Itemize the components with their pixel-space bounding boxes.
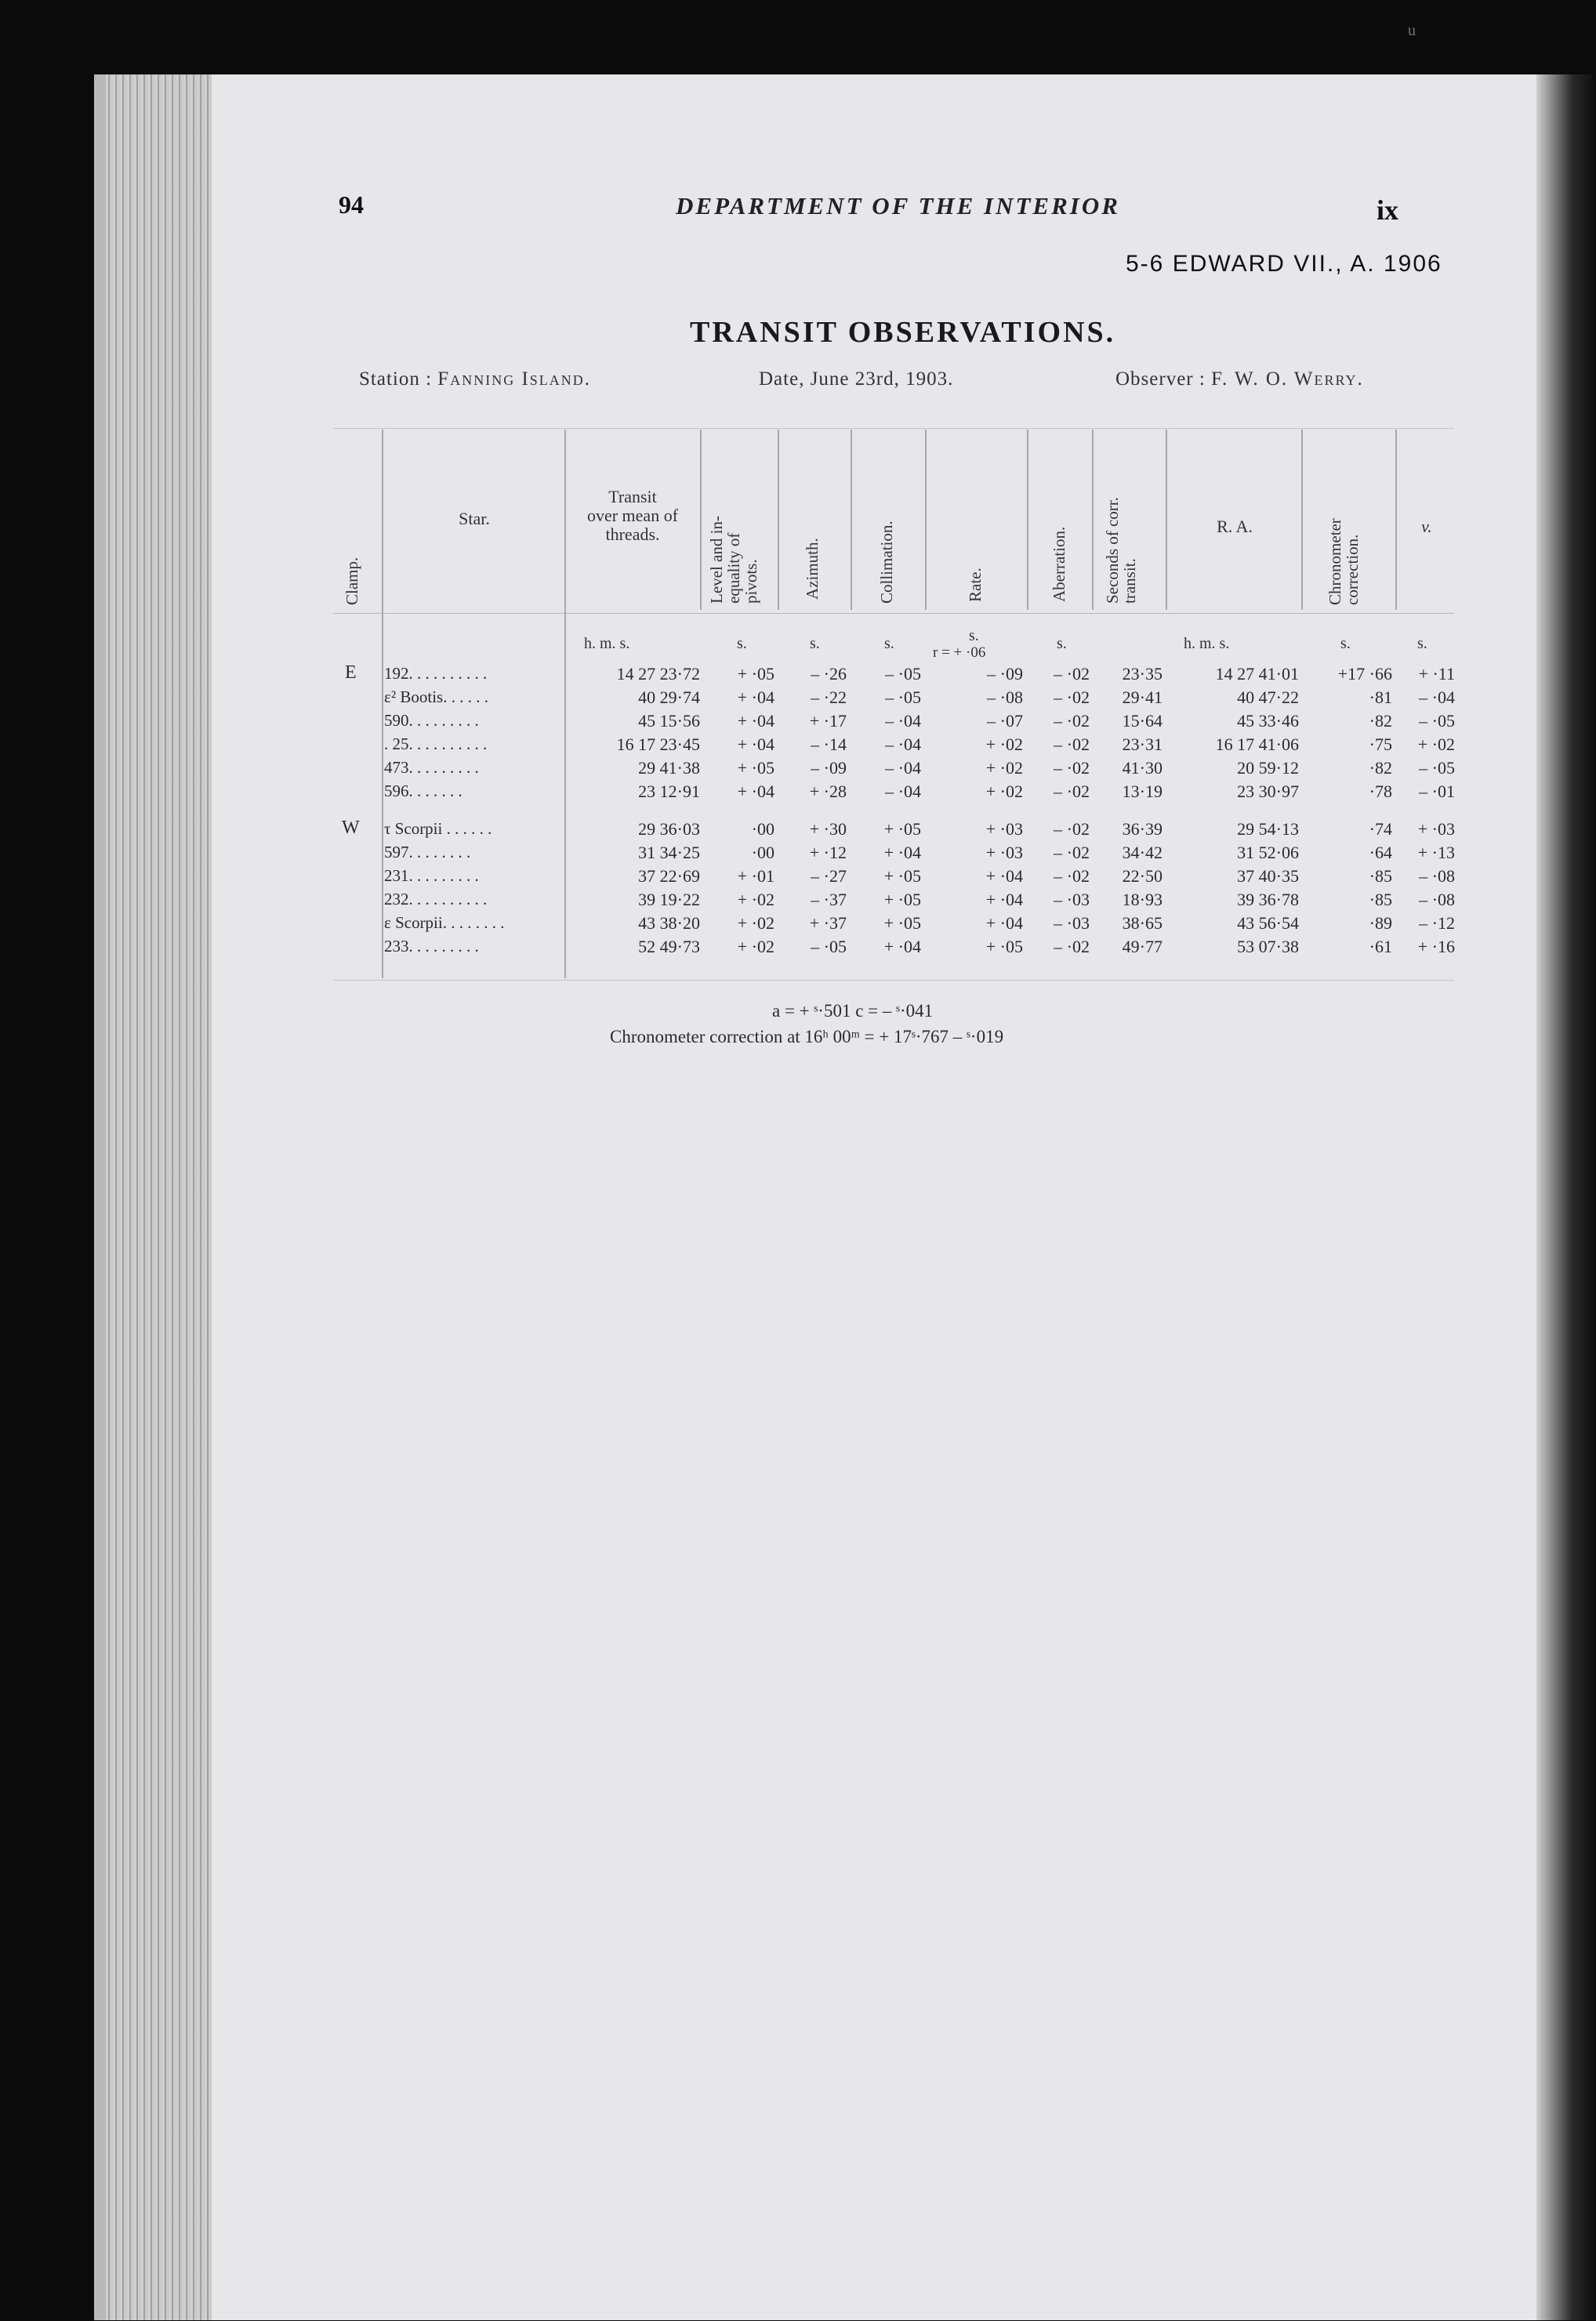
- table-top-rule: [333, 428, 1454, 429]
- table-cell-rate: + ·02: [985, 734, 1023, 755]
- table-cell-collimation: + ·04: [883, 937, 921, 957]
- table-cell-azimuth: – ·09: [811, 758, 847, 778]
- table-cell-transit: 16 17 23·45: [616, 734, 700, 755]
- table-cell-collimation: + ·05: [883, 913, 921, 934]
- page-number: 94: [339, 190, 364, 219]
- book-page-edge-lines: [106, 74, 216, 2320]
- table-cell-aberration: – ·02: [1054, 843, 1090, 863]
- table-cell-seconds: 38·65: [1122, 913, 1163, 934]
- header-v: v.: [1421, 517, 1432, 536]
- table-cell-transit: 39 19·22: [638, 890, 700, 910]
- station-label: Station :: [359, 368, 433, 390]
- header-level: [708, 516, 760, 604]
- table-cell-rate: + ·03: [985, 819, 1023, 839]
- table-cell-star: 597. . . . . . . .: [384, 843, 471, 862]
- table-cell-v: + ·16: [1417, 937, 1455, 957]
- header-chronometer-line: correction.: [1343, 534, 1362, 605]
- header-bottom-rule: [333, 613, 1454, 614]
- table-cell-v: + ·02: [1417, 734, 1455, 755]
- corner-mark: u: [1408, 22, 1416, 39]
- table-cell-chron: ·78: [1369, 782, 1392, 802]
- header-ra: R. A.: [1217, 517, 1253, 536]
- table-cell-chron: ·75: [1369, 734, 1392, 755]
- table-cell-v: – ·05: [1419, 711, 1455, 731]
- table-cell-azimuth: + ·28: [809, 782, 847, 802]
- col-divider: [1301, 430, 1303, 610]
- header-transit: [566, 488, 699, 545]
- table-cell-rate: + ·04: [985, 913, 1023, 934]
- table-cell-level: + ·04: [737, 687, 774, 708]
- table-cell-azimuth: – ·37: [811, 890, 847, 910]
- table-cell-azimuth: + ·12: [809, 843, 847, 863]
- table-cell-star: 231. . . . . . . . .: [384, 866, 479, 886]
- unit-v: s.: [1417, 635, 1427, 652]
- instrument-constants: a = + ˢ·501 c = – ˢ·041: [772, 1001, 934, 1021]
- header-azimuth: Azimuth.: [803, 538, 822, 600]
- header-star: Star.: [459, 509, 490, 528]
- running-head: DEPARTMENT OF THE INTERIOR: [676, 192, 1120, 219]
- table-cell-azimuth: + ·37: [809, 913, 847, 934]
- table-cell-ra: 14 27 41·01: [1215, 664, 1299, 684]
- header-clamp: Clamp.: [343, 557, 361, 605]
- header-level-line: pivots.: [742, 559, 761, 604]
- table-cell-seconds: 22·50: [1122, 866, 1163, 887]
- table-cell-rate: + ·02: [985, 782, 1023, 802]
- table-cell-aberration: – ·03: [1054, 913, 1090, 934]
- table-cell-chron: ·82: [1369, 758, 1392, 778]
- table-cell-seconds: 34·42: [1122, 843, 1163, 863]
- table-cell-rate: + ·03: [985, 843, 1023, 863]
- table-cell-star: 232. . . . . . . . . .: [384, 890, 488, 909]
- table-cell-chron: ·85: [1369, 890, 1392, 910]
- table-cell-v: + ·13: [1417, 843, 1455, 863]
- table-cell-rate: – ·09: [987, 664, 1023, 684]
- table-cell-seconds: 49·77: [1122, 937, 1163, 957]
- table-cell-chron: ·82: [1369, 711, 1392, 731]
- unit-rate: s.: [969, 627, 979, 644]
- table-cell-aberration: – ·02: [1054, 758, 1090, 778]
- header-level-line: Level and in-: [707, 516, 726, 604]
- header-chronometer: [1326, 518, 1361, 605]
- table-cell-v: – ·08: [1419, 866, 1455, 887]
- header-level-line: equality of: [724, 532, 744, 604]
- table-cell-v: – ·05: [1419, 758, 1455, 778]
- chronometer-correction: Chronometer correction at 16ʰ 00ᵐ = + 17ˢ·767 – ˢ·019: [610, 1027, 1004, 1046]
- table-cell-transit: 52 49·73: [638, 937, 700, 957]
- table-cell-chron: ·89: [1369, 913, 1392, 934]
- observer-line: [1115, 368, 1364, 390]
- table-cell-azimuth: + ·30: [809, 819, 847, 839]
- table-cell-transit: 29 41·38: [638, 758, 700, 778]
- table-cell-seconds: 41·30: [1122, 758, 1163, 778]
- section-number: ix: [1377, 194, 1399, 226]
- table-cell-level: + ·04: [737, 782, 774, 802]
- clamp-east: E: [345, 662, 357, 683]
- table-cell-level: ·00: [751, 843, 774, 863]
- table-cell-level: + ·04: [737, 734, 774, 755]
- table-cell-azimuth: – ·27: [811, 866, 847, 887]
- unit-chronometer: s.: [1340, 635, 1351, 652]
- table-cell-seconds: 15·64: [1122, 711, 1163, 731]
- table-cell-seconds: 36·39: [1122, 819, 1163, 839]
- table-cell-rate: – ·07: [987, 711, 1023, 731]
- table-cell-rate: – ·08: [987, 687, 1023, 708]
- table-cell-star: ε Scorpii. . . . . . . .: [384, 913, 505, 933]
- header-seconds-line: transit.: [1120, 558, 1140, 604]
- table-cell-star: 596. . . . . . .: [384, 782, 462, 801]
- table-cell-transit: 31 34·25: [638, 843, 700, 863]
- table-cell-collimation: – ·04: [885, 758, 921, 778]
- table-cell-azimuth: – ·05: [811, 937, 847, 957]
- session-label: 5-6 EDWARD VII., A. 1906: [1126, 251, 1442, 277]
- table-cell-ra: 16 17 41·06: [1215, 734, 1299, 755]
- table-cell-seconds: 23·31: [1122, 734, 1163, 755]
- col-divider: [382, 430, 383, 978]
- table-cell-ra: 31 52·06: [1237, 843, 1299, 863]
- table-cell-azimuth: – ·22: [811, 687, 847, 708]
- table-cell-collimation: – ·04: [885, 711, 921, 731]
- header-aberration: Aberration.: [1050, 526, 1068, 602]
- col-divider: [1027, 430, 1028, 610]
- table-cell-aberration: – ·02: [1054, 866, 1090, 887]
- observer-label: Observer :: [1115, 368, 1206, 390]
- table-cell-transit: 23 12·91: [638, 782, 700, 802]
- table-cell-ra: 37 40·35: [1237, 866, 1299, 887]
- header-transit-line: threads.: [605, 524, 660, 545]
- col-divider: [778, 430, 779, 610]
- table-cell-level: + ·05: [737, 664, 774, 684]
- date-line: Date, June 23rd, 1903.: [759, 368, 954, 390]
- table-cell-collimation: + ·05: [883, 819, 921, 839]
- table-cell-level: + ·02: [737, 890, 774, 910]
- unit-transit: h. m. s.: [584, 635, 630, 652]
- table-cell-rate: + ·05: [985, 937, 1023, 957]
- table-cell-collimation: + ·05: [883, 866, 921, 887]
- table-cell-aberration: – ·02: [1054, 711, 1090, 731]
- table-cell-aberration: – ·02: [1054, 937, 1090, 957]
- col-divider: [925, 430, 927, 610]
- table-cell-aberration: – ·02: [1054, 687, 1090, 708]
- unit-rate-r: r = + ·06: [933, 644, 986, 661]
- document-page: [212, 74, 1552, 2320]
- table-cell-azimuth: – ·14: [811, 734, 847, 755]
- table-cell-ra: 29 54·13: [1237, 819, 1299, 839]
- table-cell-aberration: – ·02: [1054, 664, 1090, 684]
- table-cell-star: 233. . . . . . . . .: [384, 937, 479, 956]
- col-divider: [1092, 430, 1094, 610]
- table-cell-level: + ·02: [737, 937, 774, 957]
- table-cell-chron: ·74: [1369, 819, 1392, 839]
- table-cell-transit: 40 29·74: [638, 687, 700, 708]
- table-cell-level: + ·01: [737, 866, 774, 887]
- table-cell-star: 473. . . . . . . . .: [384, 758, 479, 778]
- table-cell-ra: 23 30·97: [1237, 782, 1299, 802]
- table-cell-aberration: – ·02: [1054, 734, 1090, 755]
- table-cell-v: + ·11: [1418, 664, 1455, 684]
- table-cell-chron: ·61: [1369, 937, 1392, 957]
- table-cell-ra: 43 56·54: [1237, 913, 1299, 934]
- table-cell-aberration: – ·03: [1054, 890, 1090, 910]
- table-cell-seconds: 23·35: [1122, 664, 1163, 684]
- table-cell-star: ε² Bootis. . . . . .: [384, 687, 488, 707]
- table-cell-transit: 37 22·69: [638, 866, 700, 887]
- unit-collimation: s.: [884, 635, 894, 652]
- table-cell-ra: 53 07·38: [1237, 937, 1299, 957]
- table-cell-collimation: – ·04: [885, 782, 921, 802]
- col-divider: [1166, 430, 1167, 610]
- table-cell-azimuth: – ·26: [811, 664, 847, 684]
- table-cell-ra: 45 33·46: [1237, 711, 1299, 731]
- table-cell-azimuth: + ·17: [809, 711, 847, 731]
- col-divider: [700, 430, 702, 610]
- table-cell-transit: 45 15·56: [638, 711, 700, 731]
- table-cell-level: + ·05: [737, 758, 774, 778]
- table-cell-v: – ·08: [1419, 890, 1455, 910]
- station-line: [359, 368, 591, 390]
- table-cell-star: 590. . . . . . . . .: [384, 711, 479, 731]
- station-value: Fanning Island.: [437, 368, 592, 390]
- table-cell-ra: 39 36·78: [1237, 890, 1299, 910]
- table-cell-seconds: 18·93: [1122, 890, 1163, 910]
- unit-level: s.: [737, 635, 747, 652]
- col-divider: [1395, 430, 1397, 610]
- table-cell-star: . 25. . . . . . . . . .: [384, 734, 488, 754]
- header-collimation: Collimation.: [877, 520, 896, 604]
- table-cell-chron: ·81: [1369, 687, 1392, 708]
- table-cell-star: τ Scorpii . . . . . .: [384, 819, 492, 838]
- table-cell-level: + ·04: [737, 711, 774, 731]
- table-cell-ra: 40 47·22: [1237, 687, 1299, 708]
- header-transit-line: over mean of: [586, 506, 679, 526]
- unit-aberration: s.: [1057, 635, 1067, 652]
- table-cell-rate: + ·04: [985, 866, 1023, 887]
- table-cell-seconds: 29·41: [1122, 687, 1163, 708]
- table-cell-rate: + ·02: [985, 758, 1023, 778]
- table-cell-collimation: + ·05: [883, 890, 921, 910]
- table-cell-v: + ·03: [1417, 819, 1455, 839]
- table-cell-level: ·00: [751, 819, 774, 839]
- table-cell-seconds: 13·19: [1122, 782, 1163, 802]
- header-transit-line: Transit: [608, 487, 657, 506]
- table-cell-rate: + ·04: [985, 890, 1023, 910]
- table-cell-v: – ·04: [1419, 687, 1455, 708]
- table-cell-star: 192. . . . . . . . . .: [384, 664, 488, 683]
- clamp-west: W: [342, 818, 360, 838]
- table-cell-level: + ·02: [737, 913, 774, 934]
- col-divider: [851, 430, 852, 610]
- table-cell-chron: +17 ·66: [1337, 664, 1392, 684]
- header-seconds: [1104, 497, 1138, 604]
- table-cell-aberration: – ·02: [1054, 782, 1090, 802]
- table-cell-chron: ·85: [1369, 866, 1392, 887]
- table-cell-transit: 14 27 23·72: [616, 664, 700, 684]
- table-bottom-rule: [333, 980, 1454, 981]
- table-cell-ra: 20 59·12: [1237, 758, 1299, 778]
- unit-azimuth: s.: [810, 635, 820, 652]
- table-cell-transit: 29 36·03: [638, 819, 700, 839]
- table-cell-collimation: + ·04: [883, 843, 921, 863]
- table-cell-transit: 43 38·20: [638, 913, 700, 934]
- table-cell-collimation: – ·04: [885, 734, 921, 755]
- header-chronometer-line: Chronometer: [1326, 518, 1344, 605]
- table-cell-v: – ·01: [1419, 782, 1455, 802]
- table-cell-collimation: – ·05: [885, 687, 921, 708]
- observer-value: F. W. O. Werry.: [1211, 368, 1364, 390]
- report-title: TRANSIT OBSERVATIONS.: [690, 316, 1116, 349]
- table-cell-chron: ·64: [1369, 843, 1392, 863]
- header-seconds-line: Seconds of corr.: [1103, 497, 1122, 604]
- header-rate: Rate.: [966, 568, 985, 602]
- table-cell-v: – ·12: [1419, 913, 1455, 934]
- page-right-shadow: [1536, 74, 1596, 2320]
- table-cell-aberration: – ·02: [1054, 819, 1090, 839]
- unit-ra: h. m. s.: [1184, 635, 1230, 652]
- table-cell-collimation: – ·05: [885, 664, 921, 684]
